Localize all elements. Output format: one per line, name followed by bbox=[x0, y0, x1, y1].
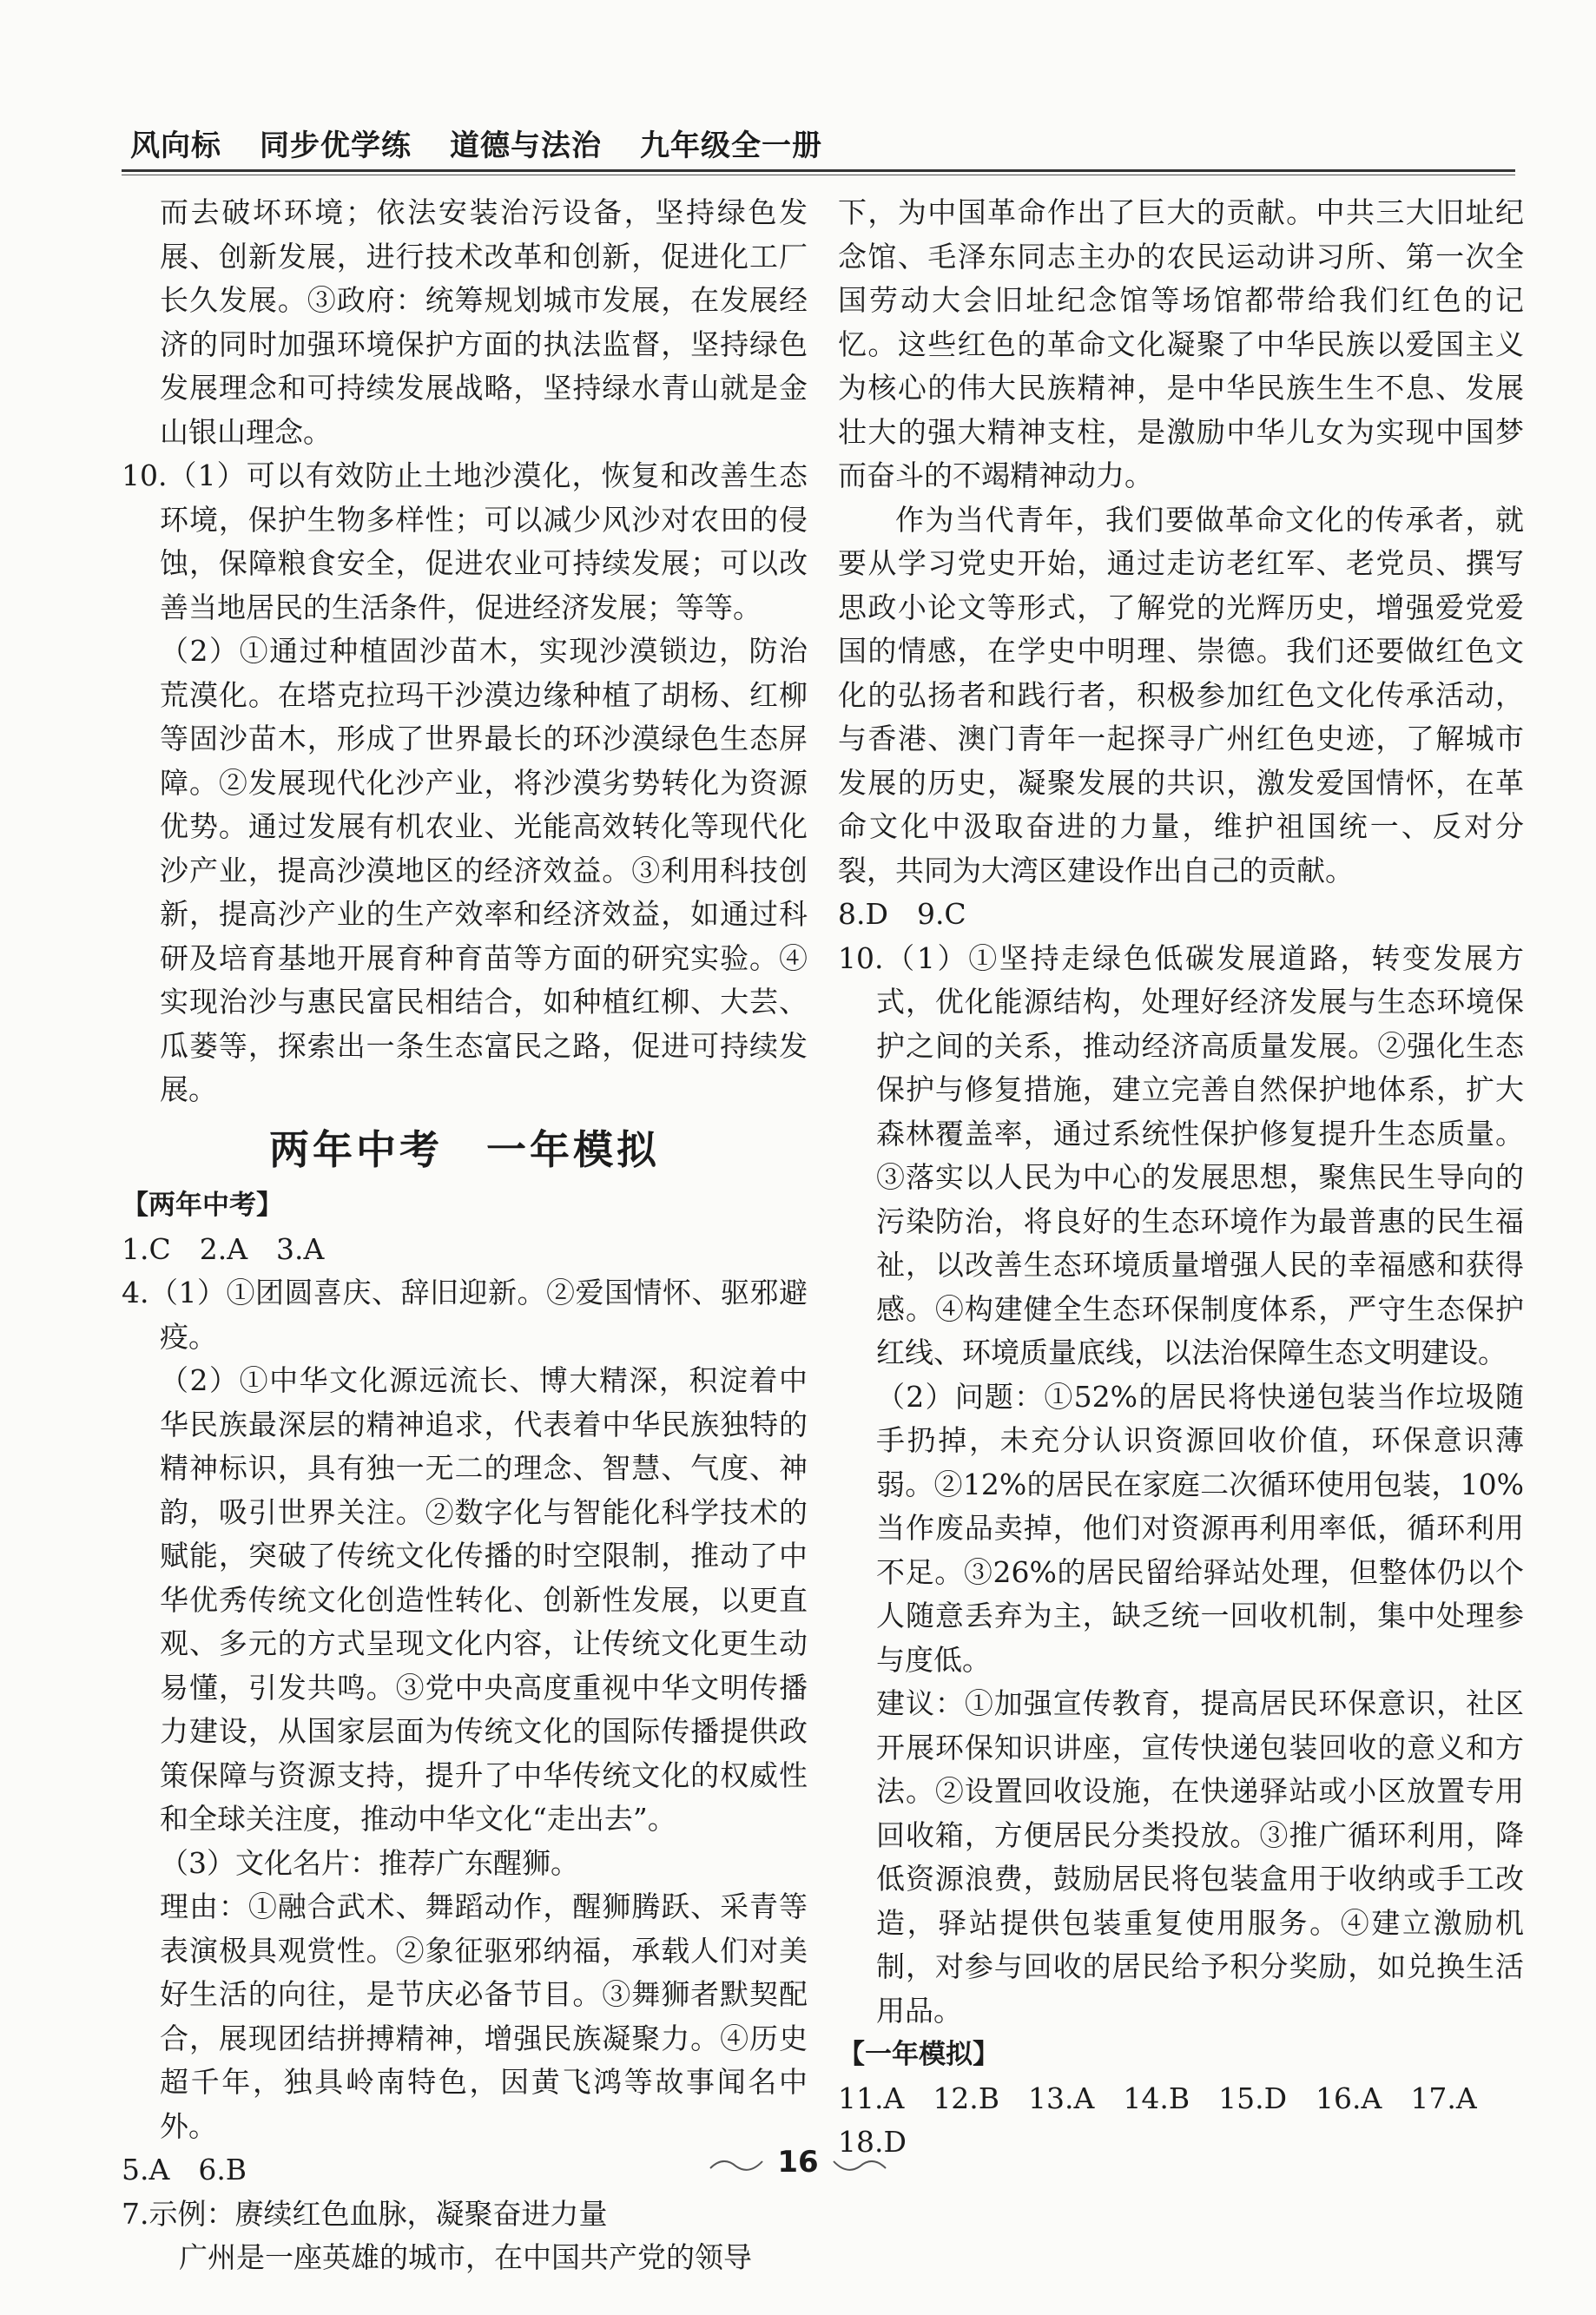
answers-8-9: 8.D 9.C bbox=[838, 897, 966, 931]
page-footer bbox=[0, 2145, 1596, 2180]
answer-4-part-1: 4.（1）①团圆喜庆、辞旧迎新。②爱国情怀、驱邪避疫。 bbox=[122, 1276, 808, 1354]
answer-10-part-1: 10.（1）可以有效防止土地沙漠化，恢复和改善生态环境，保护生物多样性；可以减少风沙对农田的侵蚀，保障粮食安全，促进农业可持续发展；可以改善当地居民的生活条件，促进经济发展；等等。 bbox=[122, 458, 808, 624]
answer-7-title: 7.示例：赓续红色血脉，凝聚奋进力量 bbox=[122, 2196, 608, 2231]
answers-1-3: 1.C 2.A 3.A bbox=[122, 1231, 325, 1266]
header-grade: 九年级全一册 bbox=[640, 129, 822, 163]
left-ornament-icon bbox=[706, 2151, 767, 2177]
right-paragraph-1: 下，为中国革命作出了巨大的贡献。中共三大旧址纪念馆、毛泽东同志主办的农民运动讲习所、第一次全国劳动大会旧址纪念馆等场馆都带给我们红色的记忆。这些红色的革命文化凝聚了中华民族以爱国主义为核心的伟大民族精神，是中华民族生生不息、发展壮大的强大精神支柱，是激励中华儿女为实现中国梦而奋斗的不竭精神动力。 bbox=[838, 195, 1524, 492]
answers-11-17: 11.A 12.B 13.A 14.B 15.D 16.A 17.A bbox=[838, 2081, 1477, 2115]
answers-5-6: 5.A 6.B bbox=[122, 2153, 247, 2186]
answer-10b-part-1: 10.（1）①坚持走绿色低碳发展道路，转变发展方式，优化能源结构，处理好经济发展与生态环境保护之间的关系，推动经济高质量发展。②强化生态保护与修复措施，建立完善自然保护地体系，扩大森林覆盖率，通过系统性保护修复提升生态质量。③落实以人民为中心的发展思想，聚焦民生导向的污染防治，将良好的生态环境作为最普惠的民生福祉，以改善生态环境质量增强人民的幸福感和获得感。④构建健全生态环保制度体系，严守生态保护红线、环境质量底线，以法治保障生态文明建设。 bbox=[838, 940, 1524, 1369]
subsection-two-years: 【两年中考】 bbox=[122, 1190, 283, 1221]
header-subject: 道德与法治 bbox=[450, 129, 602, 163]
right-paragraph-2: 作为当代青年，我们要做革命文化的传承者，就要从学习党史开始，通过走访老红军、老党员、撰写思政小论文等形式，了解党的光辉历史，增强爱党爱国的情感，在学史中明理、崇德。我们还要做红色文化的弘扬者和践行者，积极参加红色文化传承活动，与香港、澳门青年一起探寻广州红色史迹，了解城市发展的历史，凝聚发展的共识，激发爱国情怀，在革命文化中汲取奋进的力量，维护祖国统一、反对分裂，共同为大湾区建设作出自己的贡献。 bbox=[838, 502, 1524, 887]
right-column bbox=[838, 191, 1524, 2165]
left-paragraph-1: 而去破坏环境；依法安装治污设备，坚持绿色发展、创新发展，进行技术改革和创新，促进化工厂长久发展。③政府：统筹规划城市发展，在发展经济的同时加强环境保护方面的执法监督，坚持绿色发展理念和可持续发展战略，坚持绿水青山就是金山银山理念。 bbox=[160, 195, 808, 449]
header-brand: 风向标 bbox=[130, 129, 221, 163]
answer-7-paragraph: 广州是一座英雄的城市，在中国共产党的领导 bbox=[179, 2240, 752, 2274]
page-number: 16 bbox=[777, 2145, 819, 2180]
header-divider bbox=[122, 169, 1515, 172]
answer-18: 18.D bbox=[838, 2125, 907, 2159]
right-ornament-icon bbox=[829, 2151, 890, 2177]
left-column bbox=[122, 191, 808, 2280]
header-series: 同步优学练 bbox=[260, 129, 412, 163]
page-header bbox=[130, 122, 1511, 164]
answer-4-part-2: （2）①中华文化源远流长、博大精深，积淀着中华民族最深层的精神追求，代表着中华民族独特的精神标识，具有独一无二的理念、智慧、气度、神韵，吸引世界关注。②数字化与智能化科学技术的赋能，突破了传统文化传播的时空限制，推动了中华优秀传统文化创造性转化、创新性发展，以更直观、多元的方式呈现文化内容，让传统文化更生动易懂，引发共鸣。③党中央高度重视中华文明传播力建设，从国家层面为传统文化的国际传播提供政策保障与资源支持，提升了中华传统文化的权威性和全球关注度，推动中华文化“走出去”。 bbox=[160, 1363, 808, 1836]
subsection-one-year: 【一年模拟】 bbox=[838, 2039, 999, 2070]
answer-10-part-2: （2）①通过种植固沙苗木，实现沙漠锁边，防治荒漠化。在塔克拉玛干沙漠边缘种植了胡杨、红柳等固沙苗木，形成了世界最长的环沙漠绿色生态屏障。②发展现代化沙产业，将沙漠劣势转化为资源优势。通过发展有机农业、光能高效转化等现代化沙产业，提高沙漠地区的经济效益。③利用科技创新，提高沙产业的生产效率和经济效益，如通过科研及培育基地开展育种育苗等方面的研究实验。④实现治沙与惠民富民相结合，如种植红柳、大芸、瓜蒌等，探索出一条生态富民之路，促进可持续发展。 bbox=[160, 634, 808, 1106]
answer-4-part-3: （3）文化名片：推荐广东醒狮。 bbox=[160, 1845, 579, 1880]
answer-10b-problems: （2）问题：①52%的居民将快递包装当作垃圾随手扔掉，未充分认识资源回收价值，环保意识薄弱。②12%的居民在家庭二次循环使用包装，10%当作废品卖掉，他们对资源再利用率低，循环利用不足。③26%的居民留给驿站处理，但整体仍以个人随意丢弃为主，缺乏统一回收机制，集中处理参与度低。 bbox=[876, 1379, 1524, 1677]
section-title: 两年中考 一年模拟 bbox=[269, 1125, 660, 1173]
answer-10b-suggestions: 建议：①加强宣传教育，提高居民环保意识，社区开展环保知识讲座，宣传快递包装回收的意义和方法。②设置回收设施，在快递驿站或小区放置专用回收箱，方便居民分类投放。③推广循环利用，降低资源浪费，鼓励居民将包装盒用于收纳或手工改造，驿站提供包装重复使用服务。④建立激励机制，对参与回收的居民给予积分奖励，如兑换生活用品。 bbox=[876, 1686, 1524, 2028]
answer-4-reason: 理由：①融合武术、舞蹈动作，醒狮腾跃、采青等表演极具观赏性。②象征驱邪纳福，承载人们对美好生活的向往，是节庆必备节目。③舞狮者默契配合，展现团结拼搏精神，增强民族凝聚力。④历史超千年，独具岭南特色，因黄飞鸿等故事闻名中外。 bbox=[160, 1890, 808, 2143]
